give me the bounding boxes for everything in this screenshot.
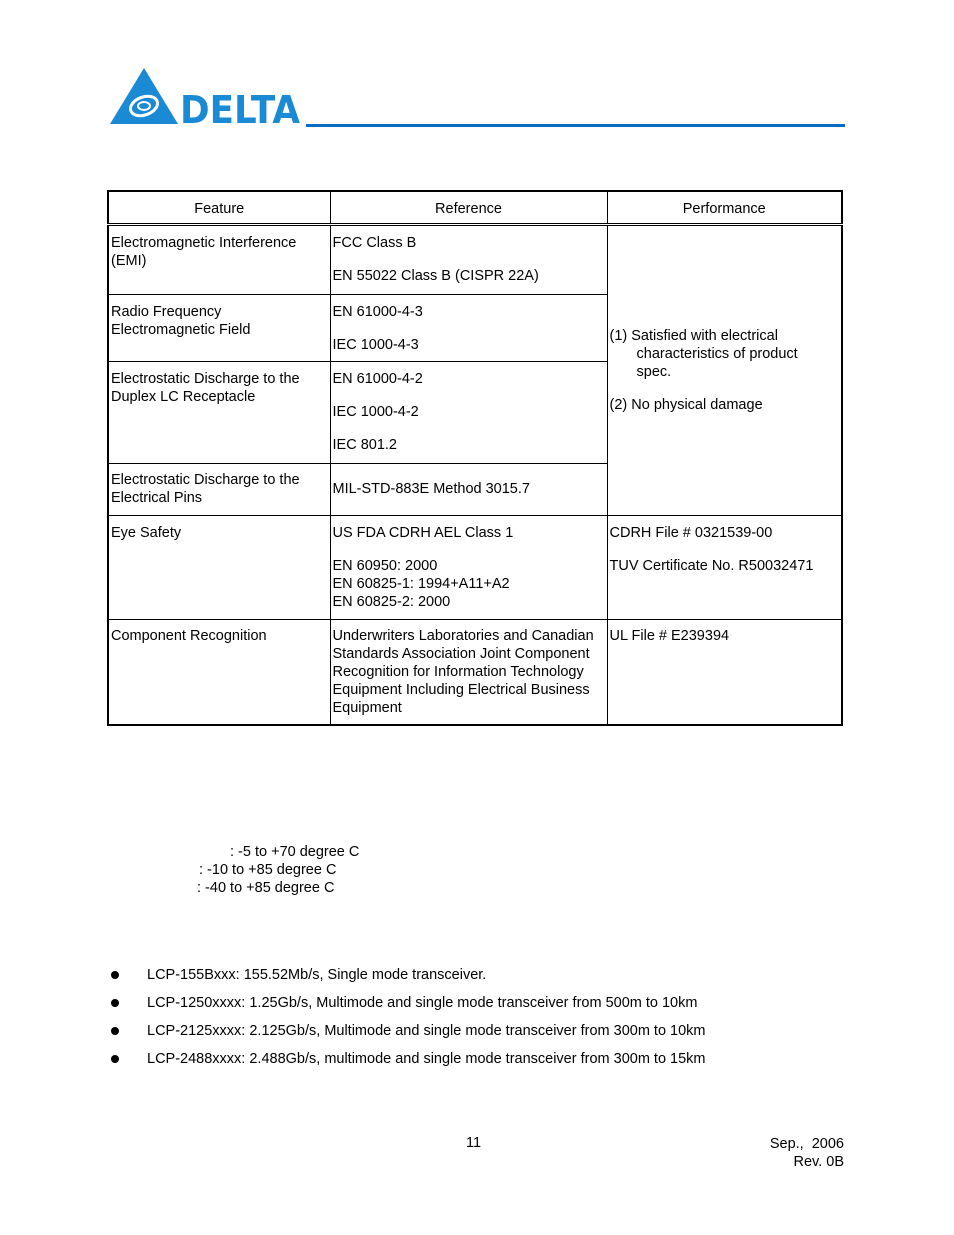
- reference-item: EN 60825-1: 1994+A11+A2: [332, 575, 510, 592]
- feature-cell: Electromagnetic Interference (EMI): [108, 224, 330, 294]
- list-item-text: LCP-2488xxxx: 2.488Gb/s, multimode and single mode transceiver from 300m to 15km: [147, 1051, 706, 1067]
- reference-cell: [330, 361, 607, 463]
- revision-date: Sep., 2006: [769, 1136, 844, 1152]
- reference-item: US FDA CDRH AEL Class 1: [332, 524, 514, 541]
- reference-item: EN 55022 Class B (CISPR 22A): [332, 267, 539, 284]
- header-rule: [306, 124, 845, 127]
- temperature-storage: : -40 to +85 degree C: [197, 880, 335, 896]
- reference-item: IEC 1000-4-3: [332, 336, 419, 353]
- performance-item: spec.: [636, 363, 672, 380]
- feature-cell: Radio Frequency Electromagnetic Field: [108, 294, 330, 361]
- feature-cell: Electrostatic Discharge to the Duplex LC Receptacle: [108, 361, 330, 463]
- column-header-feature: Feature: [108, 191, 330, 224]
- reference-item: IEC 801.2: [332, 436, 397, 453]
- reference-item: IEC 1000-4-2: [332, 403, 419, 420]
- reference-cell: [330, 294, 607, 361]
- list-item-text: LCP-2125xxxx: 2.125Gb/s, Multimode and single mode transceiver from 300m to 10km: [147, 1023, 706, 1039]
- table-row: [108, 224, 842, 294]
- bullet-icon: [111, 999, 119, 1007]
- table-header-row: [108, 191, 842, 224]
- performance-item: (1) Satisfied with electrical: [609, 327, 778, 344]
- performance-cell: [607, 619, 842, 725]
- reference-cell: [330, 463, 607, 515]
- list-item-text: LCP-1250xxxx: 1.25Gb/s, Multimode and single mode transceiver from 500m to 10km: [147, 995, 698, 1011]
- bullet-icon: [111, 971, 119, 979]
- revision-label: Rev. 0B: [793, 1154, 844, 1170]
- column-header-performance: Performance: [607, 191, 842, 224]
- table-row: [108, 515, 842, 619]
- performance-item: characteristics of product: [636, 345, 798, 362]
- page-number: 11: [466, 1135, 482, 1151]
- bullet-icon: [111, 1055, 119, 1063]
- performance-item: (2) No physical damage: [609, 396, 763, 413]
- reference-item: FCC Class B: [332, 234, 417, 251]
- performance-item: UL File # E239394: [609, 627, 730, 644]
- reference-cell: Underwriters Laboratories and Canadian Standards Association Joint Component Recognition for Information Technology Equipment Including Electrical Business Equipment: [330, 619, 607, 725]
- performance-item: CDRH File # 0321539-00: [609, 524, 773, 541]
- reference-item: MIL-STD-883E Method 3015.7: [332, 481, 530, 497]
- table-row: [108, 619, 842, 725]
- temperature-operating: : -5 to +70 degree C: [230, 844, 360, 860]
- reference-item: EN 61000-4-3: [332, 303, 423, 320]
- temperature-extended: : -10 to +85 degree C: [199, 862, 337, 878]
- reference-item: EN 60950: 2000: [332, 557, 438, 574]
- revision-block: [770, 1135, 844, 1171]
- feature-cell: Electrostatic Discharge to the Electrical Pins: [108, 463, 330, 515]
- performance-cell: [607, 515, 842, 619]
- performance-cell-shared: [607, 224, 842, 515]
- feature-cell: Eye Safety: [108, 515, 330, 619]
- logo-text: DELTA: [180, 88, 301, 128]
- reference-cell: [330, 515, 607, 619]
- reference-cell: [330, 224, 607, 294]
- compliance-table: [107, 190, 843, 726]
- reference-item: EN 60825-2: 2000: [332, 593, 451, 610]
- performance-item: TUV Certificate No. R50032471: [609, 557, 814, 574]
- delta-logo: [108, 66, 302, 128]
- column-header-reference: Reference: [330, 191, 607, 224]
- bullet-icon: [111, 1027, 119, 1035]
- reference-item: EN 61000-4-2: [332, 370, 423, 387]
- list-item-text: LCP-155Bxxx: 155.52Mb/s, Single mode transceiver.: [147, 967, 487, 983]
- feature-cell: Component Recognition: [108, 619, 330, 725]
